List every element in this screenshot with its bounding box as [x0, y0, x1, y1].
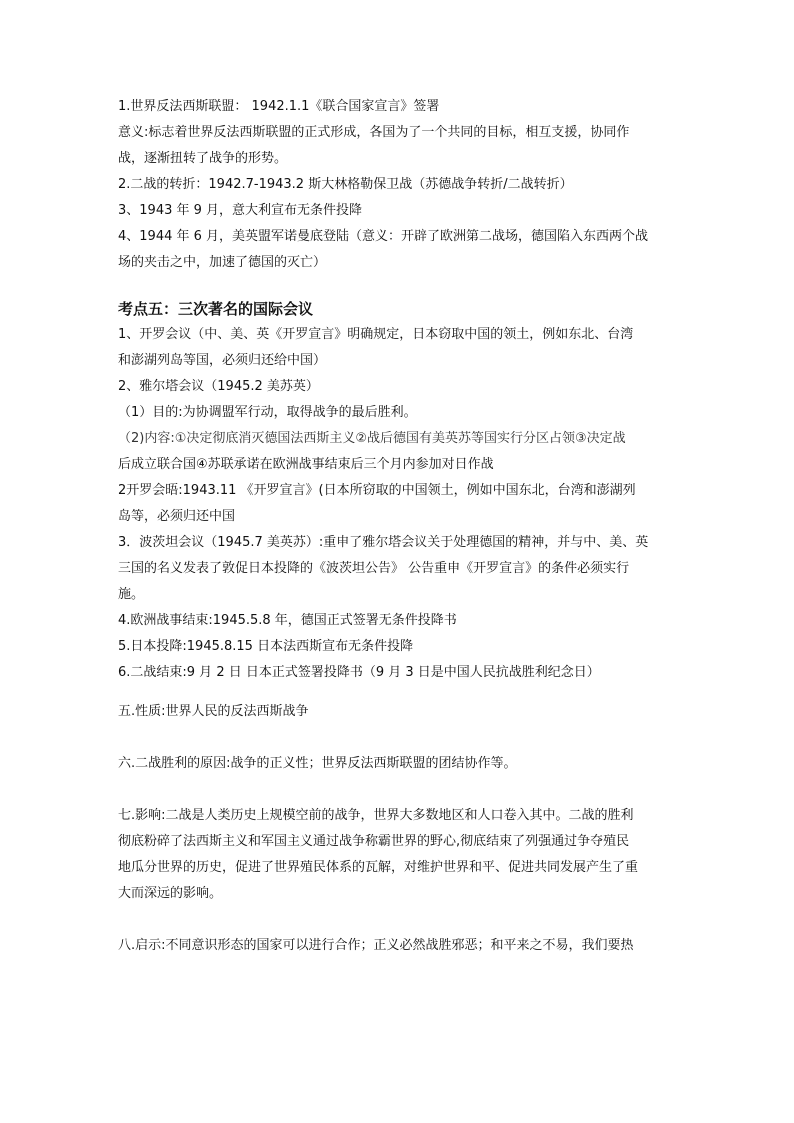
impact-line: 七.影响:二战是人类历史上规模空前的战争，世界大多数地区和人口卷入其中。二战的胜利 [118, 808, 634, 823]
impact-paragraph [118, 803, 678, 907]
yalta-purpose-line: （1）目的:为协调盟军行动，取得战争的最后胜利。 [118, 405, 417, 420]
impact-line: 地瓜分世界的历史，促进了世界殖民体系的瓦解，对维护世界和平、促进共同发展产生了重 [118, 860, 639, 875]
alliance-formation-line: 1.世界反法西斯联盟： 1942.1.1《联合国家宣言》签署 [118, 99, 440, 114]
conferences-section [118, 296, 678, 686]
turning-point-line: 2.二战的转折：1942.7-1943.2 斯大林格勒保卫战（苏德战争转折/二战转折） [118, 177, 573, 192]
potsdam-conference-line-end: 施。 [118, 587, 145, 602]
cairo-conference-line: 1、开罗会议（中、美、英《开罗宣言》明确规定，日本窃取中国的领土，例如东北、台湾 [118, 327, 634, 342]
potsdam-conference-line-cont: 三国的名义发表了敦促日本投降的《波茨坦公告》 公告重申《开罗宣言》的条件必须实行 [118, 561, 630, 576]
europe-war-end-line: 4.欧洲战事结束:1945.5.8 年，德国正式签署无条件投降书 [118, 613, 457, 628]
normandy-landing-line: 4、1944 年 6 月，美英盟军诺曼底登陆（意义：开辟了欧洲第二战场，德国陷入东西两个战 [118, 229, 649, 244]
cairo-conference-line-cont: 和澎湖列岛等国，必须归还给中国） [118, 353, 327, 368]
document-page [118, 94, 678, 959]
enlightenment-line: 八.启示:不同意识形态的国家可以进行合作；正义必然战胜邪恶；和平来之不易，我们要热 [118, 938, 634, 953]
conferences-heading: 考点五：三次著名的国际会议 [118, 300, 314, 318]
cairo-meeting-line: 2开罗会晤:1943.11 《开罗宣言》(日本所窃取的中国领土，例如中国东北，台湾和澎湖列 [118, 483, 636, 498]
ww2-end-line: 6.二战结束:9 月 2 日 日本正式签署投降书（9 月 3 日是中国人民抗战胜利纪念日） [118, 665, 600, 680]
italy-surrender-line: 3、1943 年 9 月，意大利宣布无条件投降 [118, 203, 363, 218]
yalta-content-line-cont: 后成立联合国④苏联承诺在欧洲战事结束后三个月内参加对日作战 [118, 457, 494, 472]
impact-line: 彻底粉碎了法西斯主义和军国主义通过战争称霸世界的野心,彻底结束了列强通过争夺殖民 [118, 834, 630, 849]
victory-reasons-line: 六.二战胜利的原因:战争的正义性；世界反法西斯联盟的团结协作等。 [118, 756, 517, 771]
potsdam-conference-line: 3．波茨坦会议（1945.7 美英苏）:重申了雅尔塔会议关于处理德国的精神，并与中、美、英 [118, 535, 649, 550]
cairo-meeting-line-cont: 岛等，必须归还中国 [118, 509, 236, 524]
normandy-landing-line-cont: 场的夹击之中，加速了德国的灭亡） [118, 255, 327, 270]
nature-line: 五.性质:世界人民的反法西斯战争 [118, 704, 309, 719]
alliance-significance-line-cont: 战，逐渐扭转了战争的形势。 [118, 151, 288, 166]
yalta-conference-line: 2、雅尔塔会议（1945.2 美苏英） [118, 379, 319, 394]
alliance-significance-line: 意义:标志着世界反法西斯联盟的正式形成，各国为了一个共同的目标，相互支援，协同作 [118, 125, 630, 140]
yalta-content-line: （2)内容:①决定彻底消灭德国法西斯主义②战后德国有美英苏等国实行分区占领③决定战 [118, 431, 626, 446]
alliance-section [118, 94, 678, 276]
japan-surrender-line: 5.日本投降:1945.8.15 日本法西斯宣布无条件投降 [118, 639, 414, 654]
impact-line: 大而深远的影响。 [118, 886, 223, 901]
